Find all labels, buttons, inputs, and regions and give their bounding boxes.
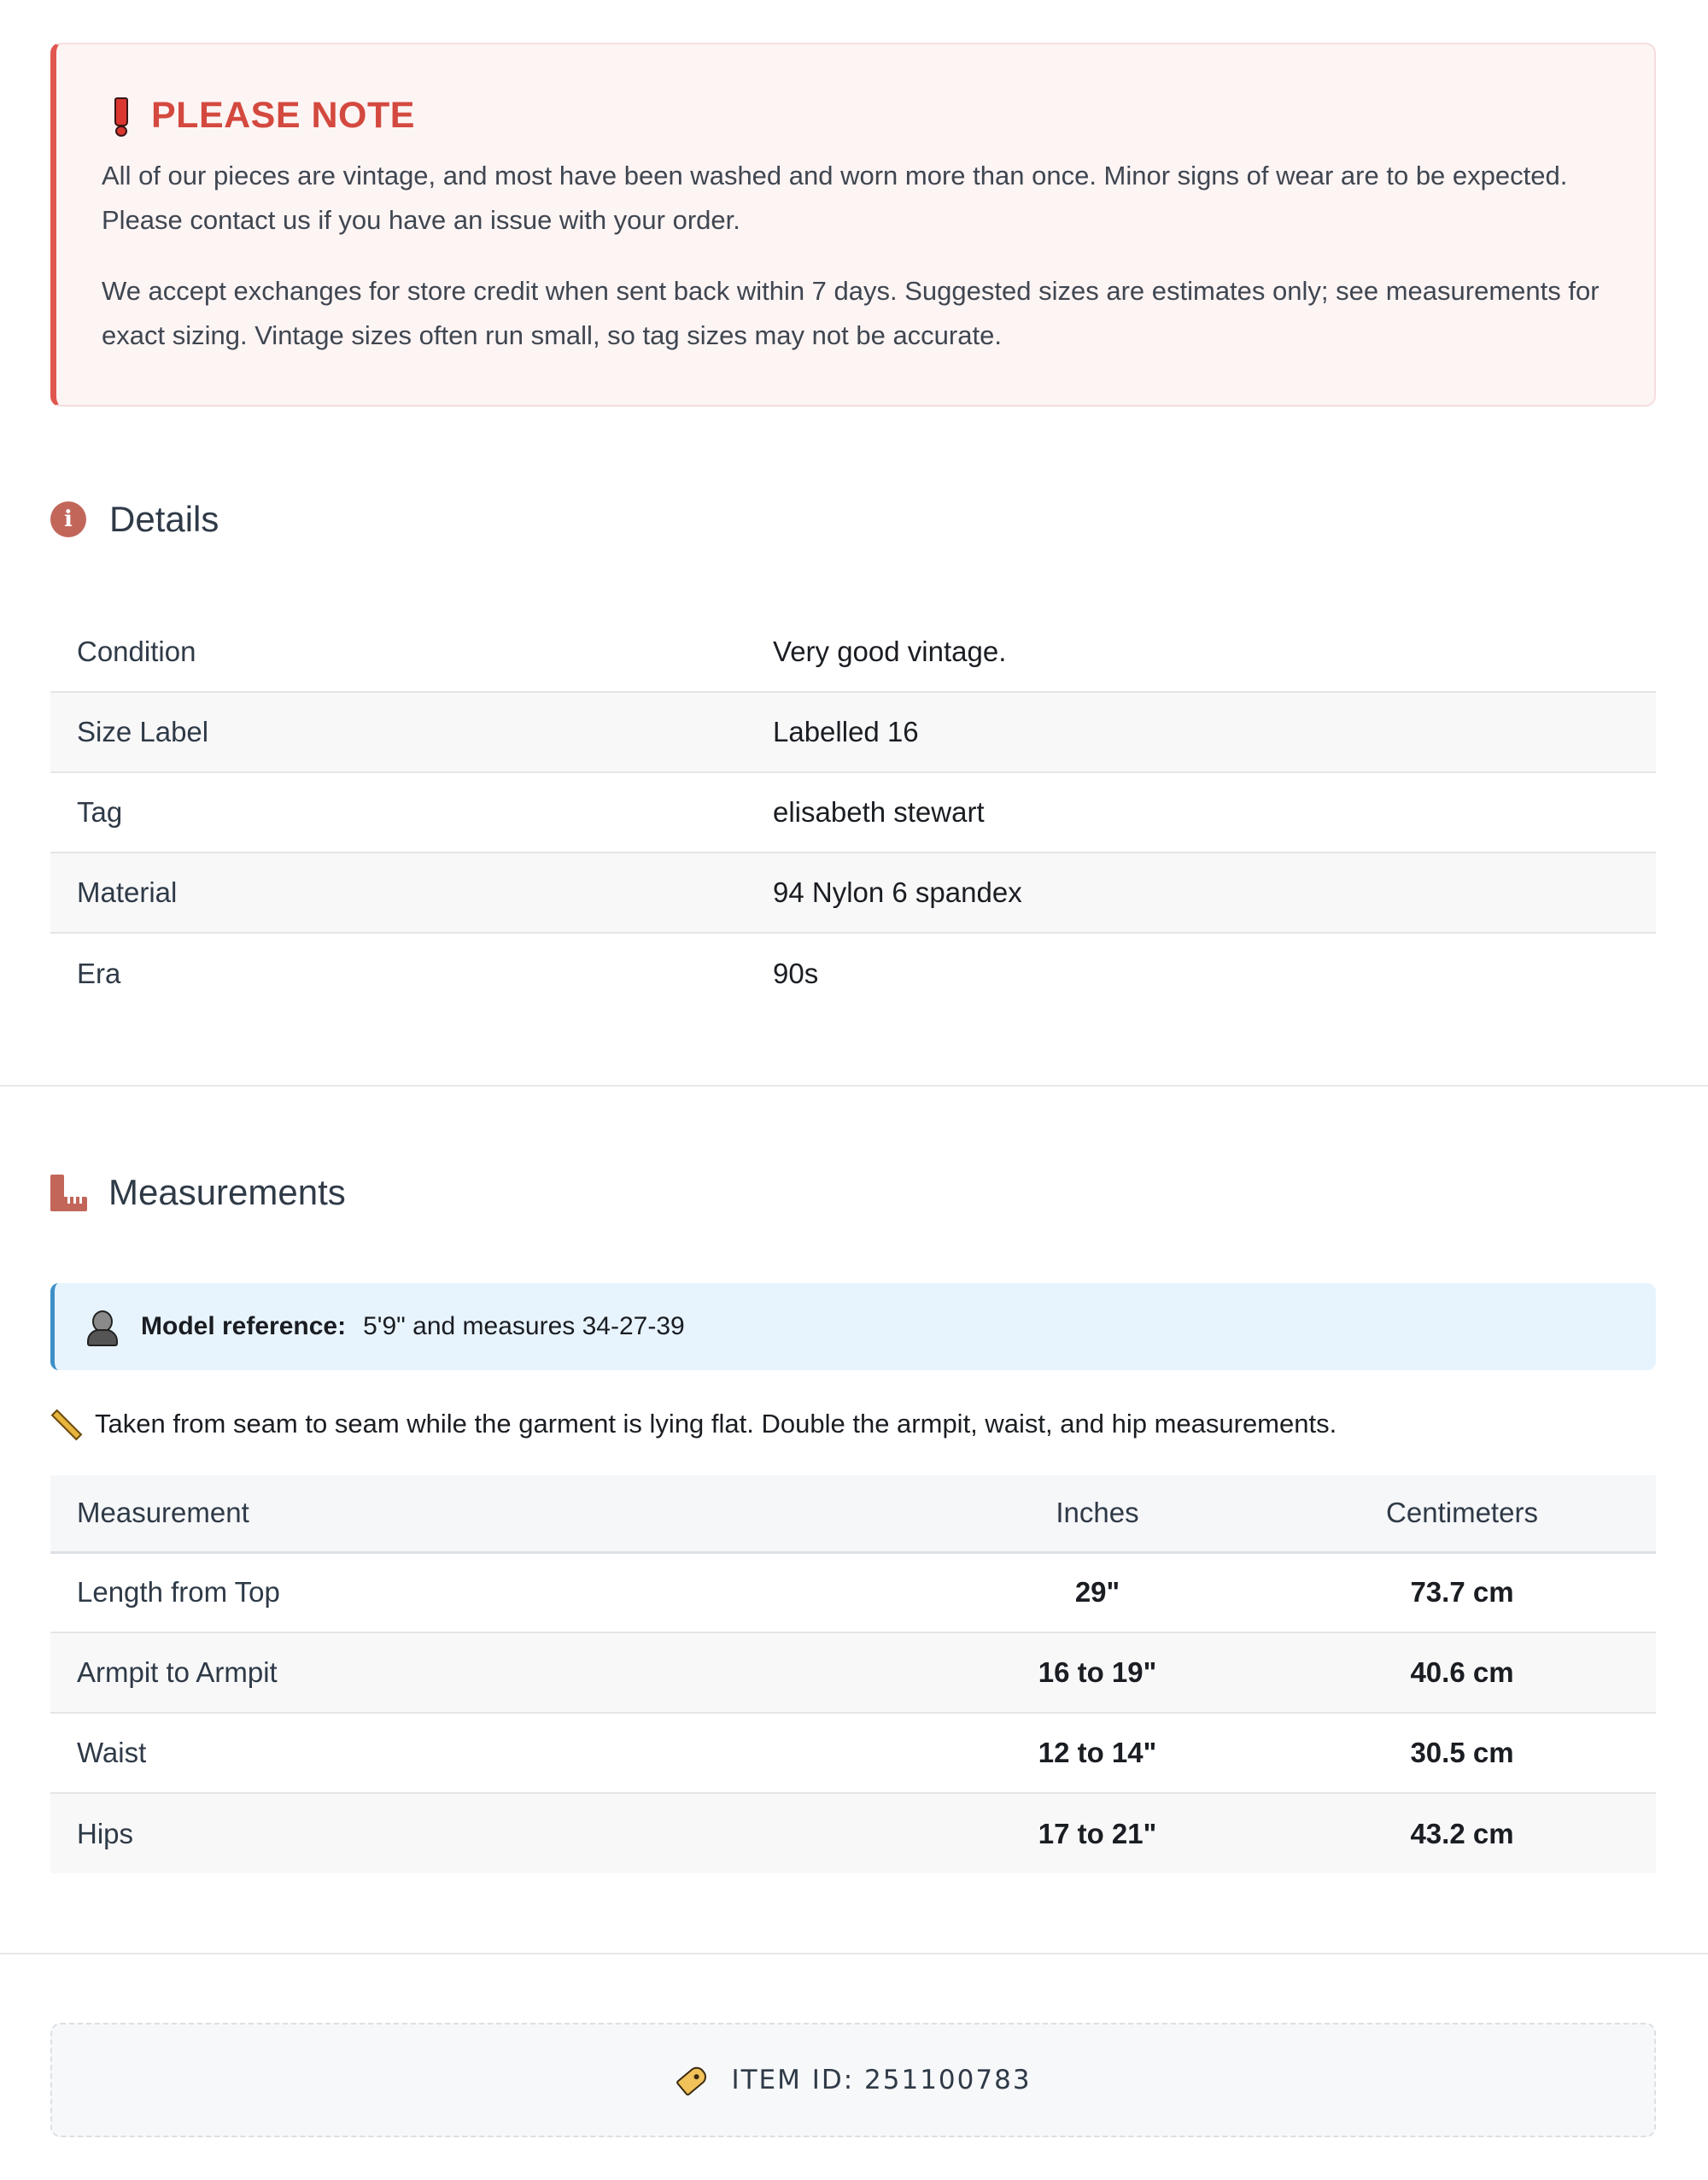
measurement-name: Hips — [77, 1817, 134, 1849]
detail-value: Very good vintage. — [773, 635, 1007, 667]
table-row — [50, 772, 1656, 853]
detail-value: Labelled 16 — [773, 716, 919, 747]
measurement-cm: 30.5 cm — [1410, 1737, 1514, 1768]
notice-title-text: PLEASE NOTE — [151, 94, 415, 136]
detail-value: elisabeth stewart — [773, 796, 985, 828]
notice-paragraph-1: All of our pieces are vintage, and most have been washed and worn more than once. Minor signs of wear are to be expected. Please contact us if you have an issue with your order. — [102, 161, 1568, 235]
measurement-name: Armpit to Armpit — [77, 1656, 278, 1688]
notice-title — [102, 92, 1654, 138]
column-header: Inches — [1056, 1497, 1139, 1529]
section-divider — [0, 1953, 1708, 1954]
table-row — [50, 1793, 1656, 1873]
measurement-cm: 43.2 cm — [1410, 1817, 1514, 1849]
table-row — [50, 692, 1656, 772]
measurement-name: Waist — [77, 1737, 147, 1768]
item-id-text: ITEM ID: 251100783 — [731, 2065, 1032, 2095]
measurement-note-text: Taken from seam to seam while the garment is lying flat. Double the armpit, waist, and hip measurements. — [95, 1409, 1337, 1439]
column-header: Measurement — [77, 1497, 249, 1529]
measurements-table — [50, 1475, 1656, 1873]
table-row — [50, 1552, 1656, 1632]
table-row — [50, 1632, 1656, 1713]
info-icon: i — [50, 501, 86, 537]
measurement-inches: 16 to 19" — [1038, 1656, 1157, 1688]
exclamation-icon — [114, 97, 126, 133]
detail-label: Size Label — [77, 716, 209, 747]
column-header: Centimeters — [1386, 1497, 1538, 1529]
measurements-header — [50, 1172, 346, 1213]
measurement-inches: 29" — [1074, 1576, 1120, 1609]
measurement-cm: 73.7 cm — [1410, 1576, 1514, 1609]
table-row — [50, 933, 1656, 1013]
detail-label: Material — [77, 876, 178, 908]
measurement-cm: 40.6 cm — [1410, 1656, 1514, 1688]
detail-value: 90s — [773, 957, 819, 989]
measurement-note — [50, 1408, 1337, 1440]
ruler-pencil-icon — [50, 1408, 83, 1440]
notice-paragraph-2: We accept exchanges for store credit when sent back within 7 days. Suggested sizes are estimates only; see measurements for exact sizing. Vintage sizes often run small, so tag sizes may not be accurate. — [102, 276, 1600, 350]
detail-label: Era — [77, 957, 121, 989]
detail-label: Tag — [77, 796, 123, 828]
please-note-box — [50, 43, 1656, 407]
item-id-box — [50, 2023, 1656, 2137]
table-row — [50, 853, 1656, 933]
model-reference-value: 5'9" and measures 34-27-39 — [363, 1312, 685, 1340]
details-table — [50, 612, 1656, 1013]
detail-value: 94 Nylon 6 spandex — [773, 876, 1022, 908]
person-icon — [86, 1310, 115, 1343]
tag-icon — [675, 2066, 709, 2095]
table-row — [50, 612, 1656, 692]
table-header-row — [50, 1475, 1656, 1552]
section-divider — [0, 1085, 1708, 1087]
measurement-inches: 17 to 21" — [1038, 1817, 1157, 1849]
model-reference-label: Model reference: — [141, 1312, 347, 1340]
table-row — [50, 1713, 1656, 1793]
detail-label: Condition — [77, 635, 196, 667]
measurement-inches: 12 to 14" — [1038, 1737, 1157, 1768]
details-header — [50, 499, 219, 540]
model-reference-box — [50, 1283, 1656, 1370]
ruler-icon — [50, 1175, 87, 1211]
details-title: Details — [109, 499, 219, 539]
measurement-name: Length from Top — [77, 1576, 280, 1609]
measurements-title: Measurements — [108, 1172, 346, 1212]
